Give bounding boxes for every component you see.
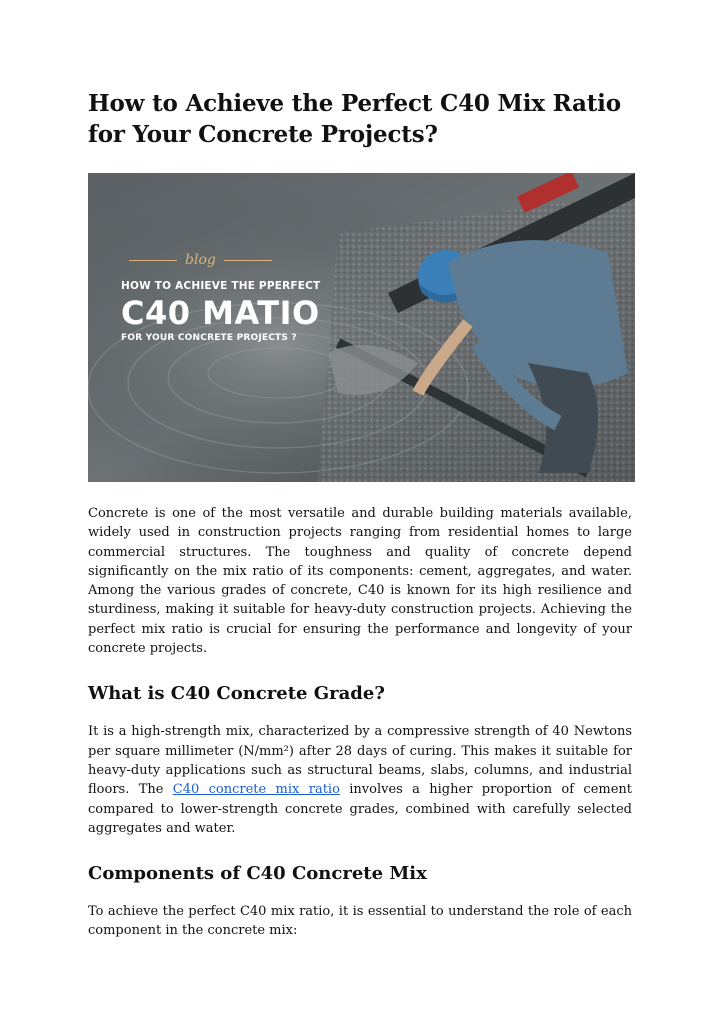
- section-heading-components: Components of C40 Concrete Mix: [88, 863, 427, 885]
- article-title: How to Achieve the Perfect C40 Mix Ratio for Your Concrete Projects?: [88, 90, 621, 148]
- paragraph-text: It is a high-strength mix, characterized by a compressive strength of 40 Newtons per square millimeter (N/mm²) after 28 days of curing. This makes it suitable for heavy-duty applications such as structural beams, slabs, columns, and industrial floors. The: [88, 724, 632, 798]
- decorative-line: [224, 260, 272, 261]
- article: [88, 88, 632, 941]
- hero-line-1: HOW TO ACHIEVE THE PPERFECT: [121, 280, 321, 292]
- hero-tag: blog: [185, 252, 216, 268]
- paragraph-text: involves a higher proportion of cement compared to lower-strength concrete grades, combined with carefully selected aggregates and water.: [88, 782, 632, 836]
- section-paragraph-c40-grade: [88, 722, 632, 838]
- hero-line-2: C40 MATIO: [121, 294, 320, 332]
- hero-image: [88, 173, 635, 482]
- section-paragraph-components: To achieve the perfect C40 mix ratio, it is essential to understand the role of each component in the concrete mix:: [88, 904, 632, 939]
- decorative-line: [129, 260, 177, 261]
- hero-overlay-text: [121, 252, 321, 343]
- hero-tag-row: [129, 252, 321, 268]
- hero-line-3: FOR YOUR CONCRETE PROJECTS ?: [121, 333, 297, 343]
- section-heading-c40-grade: What is C40 Concrete Grade?: [88, 683, 385, 705]
- c40-mix-ratio-link[interactable]: C40 concrete mix ratio: [172, 782, 340, 798]
- intro-paragraph: Concrete is one of the most versatile and durable building materials available, widely used in construction projects ranging from residential homes to large commercial structures. The toughness and quality of concrete depend significantly on the mix ratio of its components: cement, aggregates, and water. Among the various grades of concrete, C40 is known for its high resilience and sturdiness, making it suitable for heavy-duty construction projects. Achieving the perfect mix ratio is crucial for ensuring the performance and longevity of your concrete projects.: [88, 506, 632, 657]
